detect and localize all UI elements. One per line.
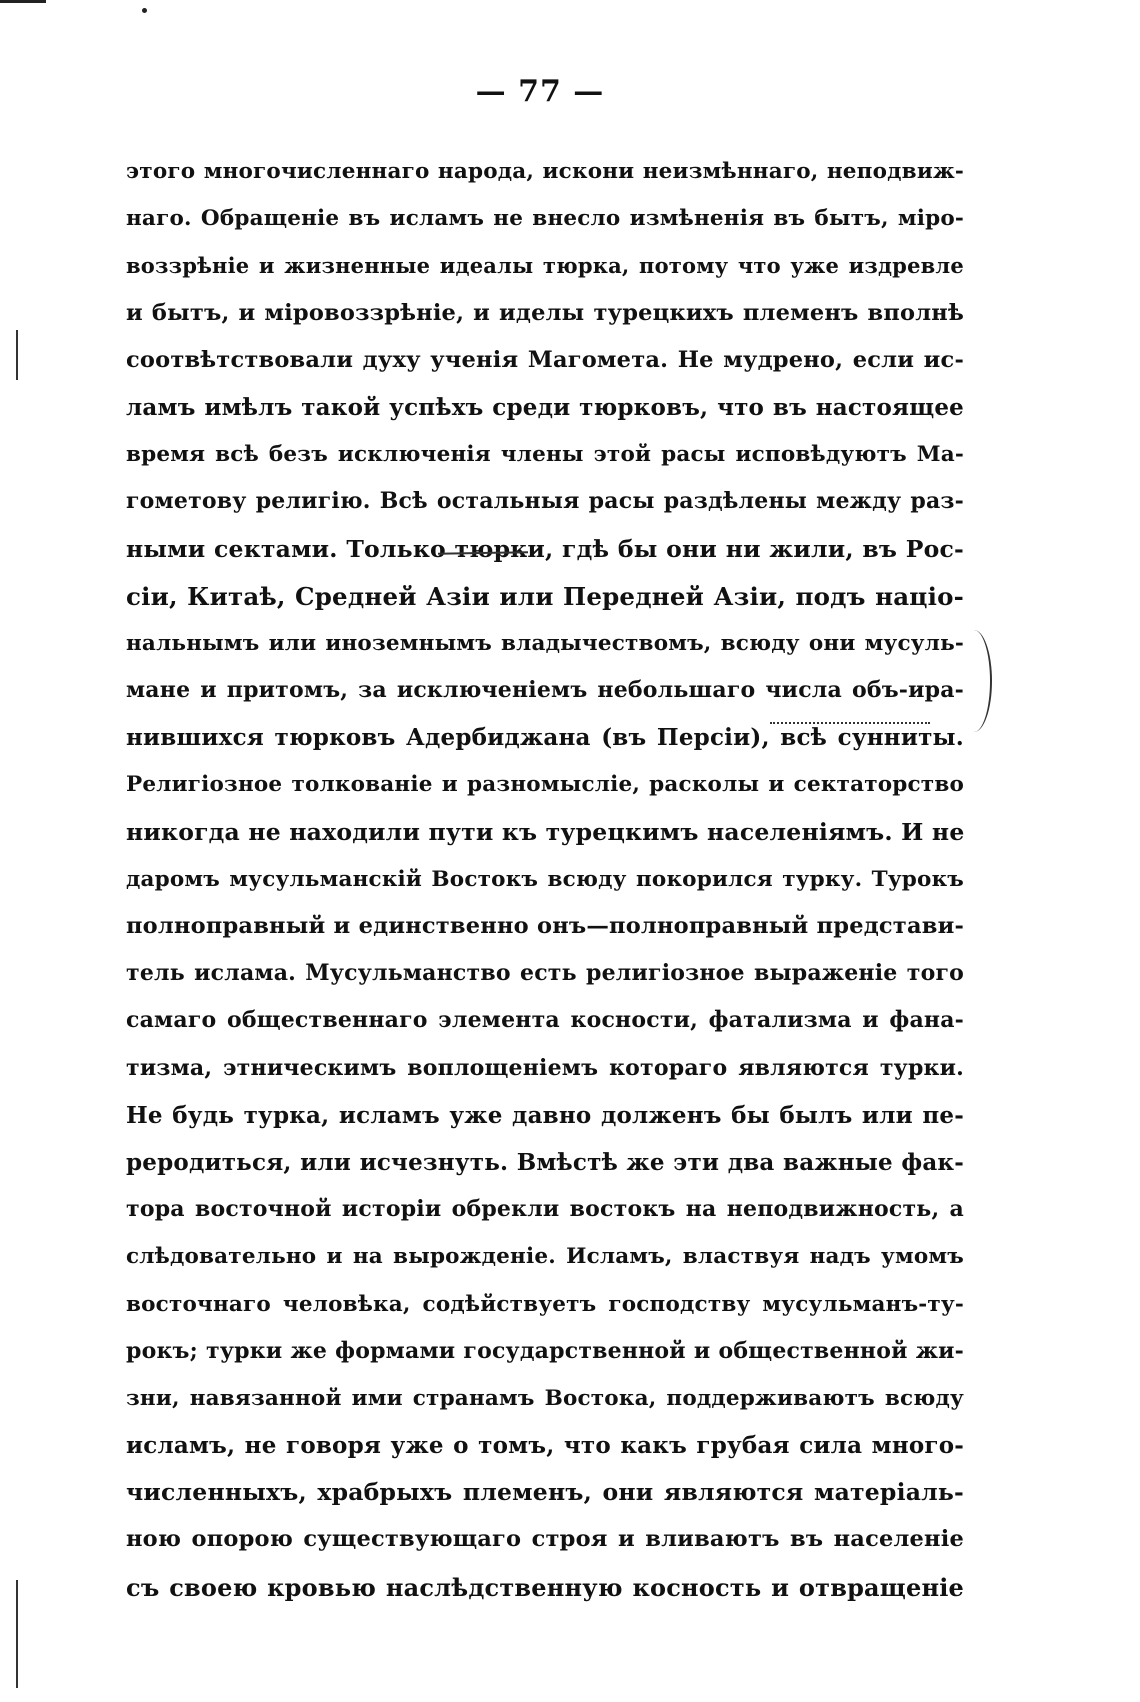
page-number: — 77 —	[475, 74, 605, 109]
text-line: численныхъ, храбрыхъ племенъ, они являются матеріаль-	[126, 1478, 964, 1507]
text-line: самаго общественнаго элемента косности, фатализма и фана-	[126, 1007, 964, 1034]
text-line: ламъ имѣлъ такой успѣхъ среди тюрковъ, что въ настоящее	[126, 393, 964, 421]
scan-edge-line-top	[16, 330, 18, 380]
text-line: Религіозное толкованіе и разномысліе, расколы и сектаторство	[126, 772, 964, 798]
text-line: тель ислама. Мусульманство есть религіозное выраженіе того	[126, 960, 964, 987]
text-line: воззрѣніе и жизненные идеалы тюрка, потому что уже издревле	[126, 253, 964, 279]
body-text	[126, 148, 964, 1611]
text-line: наго. Обращеніе въ исламъ не внесло измѣненія въ бытъ, міро-	[126, 206, 964, 232]
text-line: тизма, этническимъ воплощеніемъ котораго являются турки.	[126, 1054, 964, 1081]
scan-edge-line-bottom	[16, 1580, 18, 1688]
text-line: время всѣ безъ исключенія члены этой расы исповѣдуютъ Ма-	[126, 442, 964, 468]
text-line: гометову религію. Всѣ остальныя расы раздѣлены между раз-	[126, 488, 964, 515]
text-line: съ своею кровью наслѣдственную косность и отвращеніе	[126, 1572, 964, 1602]
text-line: мане и притомъ, за исключеніемъ небольшаго числа объ-ира-	[126, 677, 964, 704]
text-line: Не будь турка, исламъ уже давно долженъ бы былъ или пе-	[126, 1101, 964, 1129]
text-line: зни, навязанной ими странамъ Востока, поддерживаютъ всюду	[126, 1385, 964, 1411]
text-line: и бытъ, и міровоззрѣніе, и иделы турецкихъ племенъ вполнѣ	[126, 299, 964, 326]
text-line: полноправный и единственно онъ—полноправный представи-	[126, 913, 964, 939]
scan-corner-mark	[0, 0, 46, 3]
text-line: тора восточной исторіи обрекли востокъ на неподвижность, а	[126, 1196, 964, 1223]
pencil-underline-mark	[770, 722, 930, 724]
text-line: реродиться, или исчезнуть. Вмѣстѣ же эти два важные фак-	[126, 1148, 964, 1176]
text-line: даромъ мусульманскій Востокъ всюду покорился турку. Турокъ	[126, 866, 964, 892]
scan-dot-mark	[142, 8, 147, 13]
text-line: сіи, Китаѣ, Средней Азіи или Передней Азіи, подъ націо-	[126, 581, 964, 611]
text-line: нальнымъ или иноземнымъ владычествомъ, всюду они мусуль-	[126, 630, 964, 656]
text-line: восточнаго человѣка, содѣйствуетъ господству мусульманъ-ту-	[126, 1291, 964, 1317]
text-line: рокъ; турки же формами государственной и общественной жи-	[126, 1337, 964, 1364]
text-line: слѣдовательно и на вырожденіе. Исламъ, властвуя надъ умомъ	[126, 1244, 964, 1270]
text-line: соотвѣтствовали духу ученія Магомета. Не мудрено, если ис-	[126, 346, 964, 373]
margin-bracket-mark	[962, 630, 992, 732]
text-line: ною опорою существующаго строя и вливаютъ въ населеніе	[126, 1526, 964, 1553]
text-line: этого многочисленнаго народа, искони неизмѣннаго, неподвиж-	[126, 159, 964, 184]
text-line: ными сектами. Только тюрки, гдѣ бы они ни жили, въ Рос-	[126, 534, 964, 563]
text-line: исламъ, не говоря уже о томъ, что какъ грубая сила много-	[126, 1432, 964, 1460]
text-line: никогда не находили пути къ турецкимъ населеніямъ. И не	[126, 817, 965, 846]
text-line: нившихся тюрковъ Адербиджана (въ Персіи), всѣ сунниты.	[126, 724, 964, 752]
